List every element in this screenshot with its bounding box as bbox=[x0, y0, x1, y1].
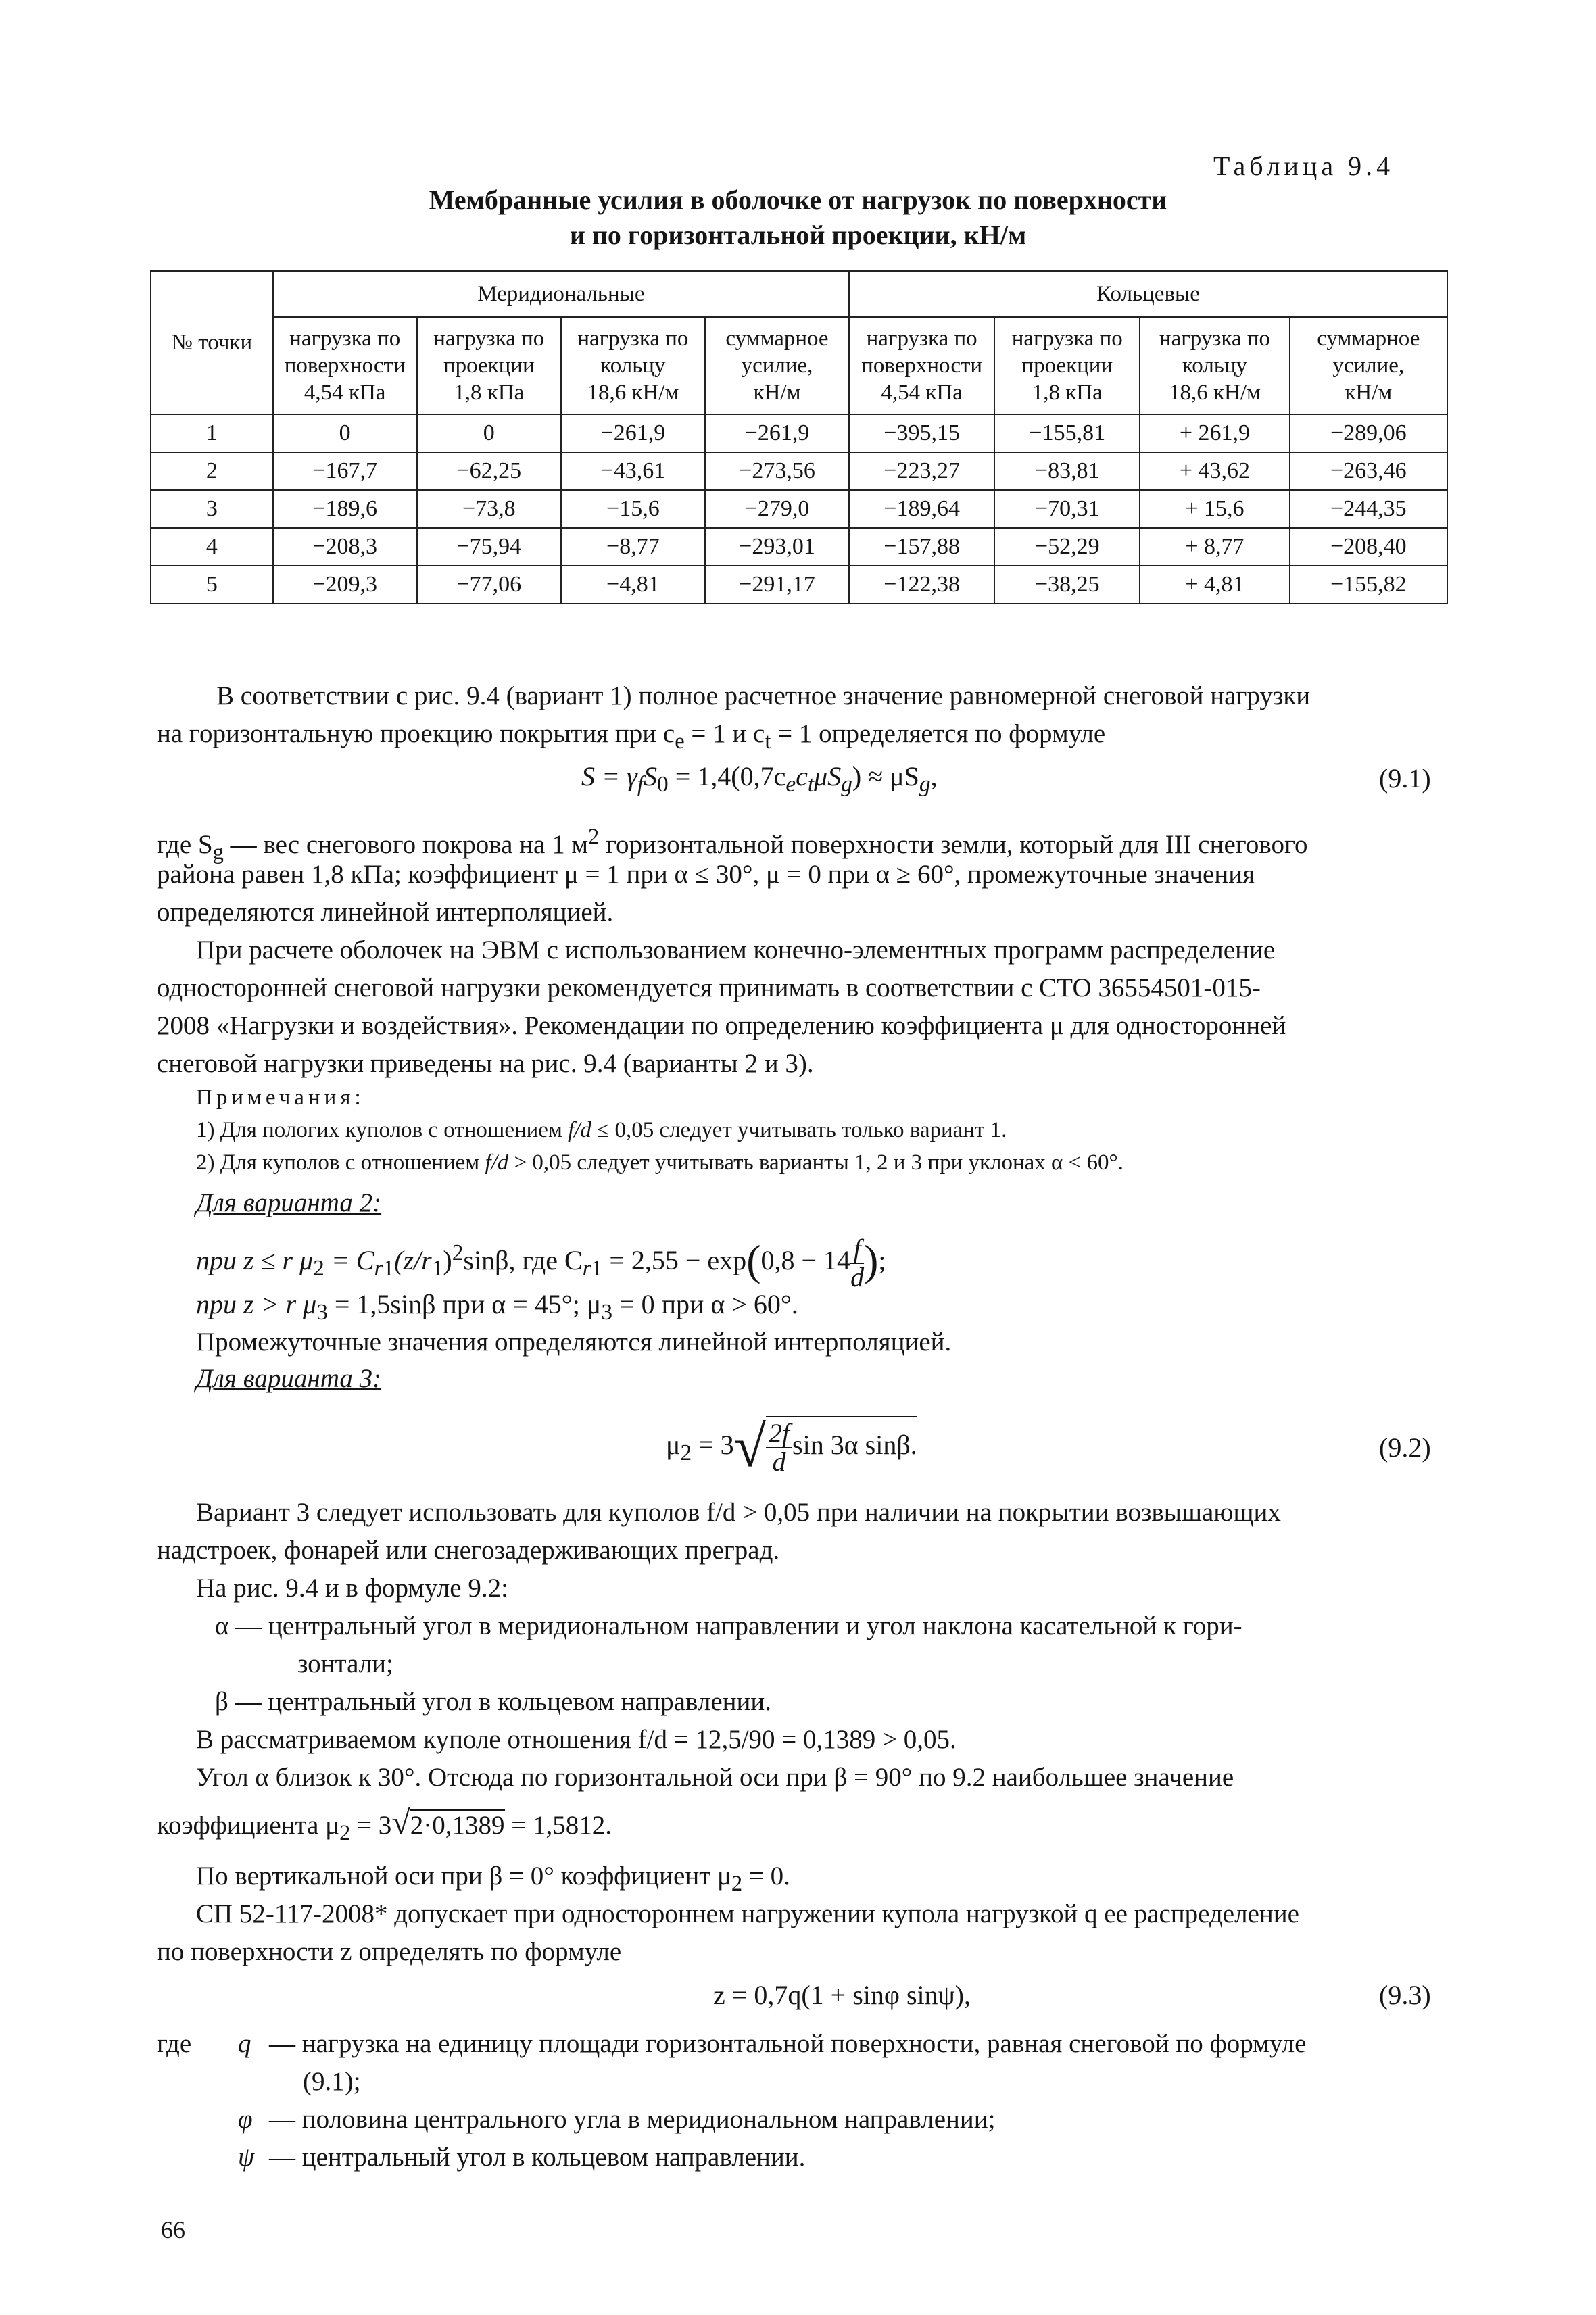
value-cell: −261,9 bbox=[705, 414, 849, 452]
value-cell: −83,81 bbox=[994, 452, 1140, 490]
value-cell: −289,06 bbox=[1290, 414, 1447, 452]
value-cell: + 261,9 bbox=[1140, 414, 1289, 452]
p3-line3: 2008 «Нагрузки и воздействия». Рекомендации по определению коэффициента μ для односторонней bbox=[157, 1011, 1286, 1040]
subheader-line: поверхности bbox=[861, 354, 983, 378]
subheader-line: 18,6 кН/м bbox=[1168, 381, 1261, 405]
table-row bbox=[151, 566, 1447, 604]
where-label: где bbox=[157, 2029, 192, 2058]
value-cell: −167,7 bbox=[273, 452, 417, 490]
page-number: 66 bbox=[161, 2216, 185, 2243]
where-psi-symbol: ψ bbox=[238, 2143, 255, 2172]
note-2: 2) Для куполов с отношением f/d > 0,05 следует учитывать варианты 1, 2 и 3 при уклонах α < 60°. bbox=[196, 1150, 1123, 1175]
p5-line2: надстроек, фонарей или снегозадерживающих преград. bbox=[157, 1536, 780, 1565]
value-cell: −208,40 bbox=[1290, 528, 1447, 566]
p8-line2: коэффициента $\mu_2 = 3√2\cdot 0,1389 = 1,5812$. bbox=[157, 1803, 612, 1845]
p7: В рассматриваемом куполе отношения f/d = 12,5/90 = 0,1389 > 0,05. bbox=[196, 1725, 957, 1754]
value-cell: + 43,62 bbox=[1140, 452, 1289, 490]
table-row bbox=[151, 414, 1447, 452]
value-cell: −15,6 bbox=[561, 490, 705, 528]
value-cell: −293,01 bbox=[705, 528, 849, 566]
eq-number-9-2: (9.2) bbox=[1379, 1432, 1431, 1463]
eq-number-9-3: (9.3) bbox=[1379, 1980, 1431, 2010]
value-cell: −209,3 bbox=[273, 566, 417, 604]
value-cell: −122,38 bbox=[849, 566, 994, 604]
value-cell: −189,64 bbox=[849, 490, 994, 528]
subheader-cell bbox=[1290, 317, 1447, 414]
subheader-cell bbox=[849, 317, 994, 414]
value-cell: −279,0 bbox=[705, 490, 849, 528]
subheader-line: 18,6 кН/м bbox=[587, 381, 679, 405]
header-meridional: Меридиональные bbox=[273, 271, 849, 317]
def-alpha-line1: α — центральный угол в меридиональном направлении и угол наклона касательной к гори- bbox=[215, 1611, 1242, 1640]
value-cell: 0 bbox=[273, 414, 417, 452]
value-cell: −223,27 bbox=[849, 452, 994, 490]
formula-variant-2: при z ≤ r $\mu_2 = C_{r1}(z/r_1)^2\sin\beta$, где $C_{r1} = 2,55 - \exp(0,8 - 14$ $\frac{f}{d}$ ); bbox=[196, 1234, 886, 1292]
forces-table bbox=[150, 270, 1448, 604]
value-cell: −291,17 bbox=[705, 566, 849, 604]
value-cell: + 15,6 bbox=[1140, 490, 1289, 528]
subheader-line: кольцу bbox=[600, 354, 666, 378]
subheader-line: кольцу bbox=[1182, 354, 1247, 378]
table-row bbox=[151, 528, 1447, 566]
where-psi: — центральный угол в кольцевом направлении. bbox=[269, 2143, 806, 2172]
note-1: 1) Для пологих куполов с отношением f/d ≤ 0,05 следует учитывать только вариант 1. bbox=[196, 1118, 1007, 1142]
value-cell: −38,25 bbox=[994, 566, 1140, 604]
subheader-cell bbox=[994, 317, 1140, 414]
value-cell: −43,61 bbox=[561, 452, 705, 490]
table-row bbox=[151, 452, 1447, 490]
subheader-line: нагрузка по bbox=[289, 326, 401, 351]
value-cell: −73,8 bbox=[417, 490, 561, 528]
where-q-symbol: q bbox=[238, 2029, 251, 2058]
subheader-line: 4,54 кПа bbox=[304, 381, 386, 405]
p10-line1: СП 52-117-2008* допускает при одностороннем нагружении купола нагрузкой q ее распределение bbox=[196, 1899, 1299, 1928]
subheader-line: проекции bbox=[1021, 354, 1113, 378]
header-point: № точки bbox=[151, 271, 273, 414]
header-ring: Кольцевые bbox=[849, 271, 1447, 317]
point-number-cell: 4 bbox=[151, 528, 273, 566]
p2-line1: где $S_g$ — вес снегового покрова на 1 $м^2$ горизонтальной поверхности земли, который для III снегового bbox=[157, 825, 1308, 864]
subheader-line: суммарное bbox=[1317, 326, 1420, 351]
value-cell: −155,82 bbox=[1290, 566, 1447, 604]
subheader-line: нагрузка по bbox=[577, 326, 689, 351]
p6: На рис. 9.4 и в формуле 9.2: bbox=[196, 1574, 508, 1603]
p5-line1: Вариант 3 следует использовать для куполов f/d > 0,05 при наличии на покрытии возвышающих bbox=[196, 1498, 1281, 1527]
subheader-cell bbox=[1140, 317, 1289, 414]
value-cell: −395,15 bbox=[849, 414, 994, 452]
value-cell: −208,3 bbox=[273, 528, 417, 566]
value-cell: 0 bbox=[417, 414, 561, 452]
subheader-line: нагрузка по bbox=[866, 326, 977, 351]
subheader-line: проекции bbox=[443, 354, 535, 378]
p1-line2: на горизонтальную проекцию покрытия при $c_e = 1$ и $c_t = 1$ определяется по формуле bbox=[157, 719, 1106, 754]
subheader-cell bbox=[273, 317, 417, 414]
p2-line2: района равен 1,8 кПа; коэффициент μ = 1 при α ≤ 30°, μ = 0 при α ≥ 60°, промежуточные значения bbox=[157, 860, 1255, 889]
value-cell: −77,06 bbox=[417, 566, 561, 604]
value-cell: + 8,77 bbox=[1140, 528, 1289, 566]
value-cell: + 4,81 bbox=[1140, 566, 1289, 604]
value-cell: −8,77 bbox=[561, 528, 705, 566]
subheader-line: поверхности bbox=[284, 354, 406, 378]
subheader-line: суммарное bbox=[725, 326, 829, 351]
p9: По вертикальной оси при β = 0° коэффициент $\mu_2 = 0$. bbox=[196, 1861, 790, 1896]
def-alpha-line2: зонтали; bbox=[297, 1649, 393, 1678]
value-cell: −157,88 bbox=[849, 528, 994, 566]
subheader-line: кН/м bbox=[753, 381, 801, 405]
subheader-line: 1,8 кПа bbox=[1032, 381, 1103, 405]
def-beta: β — центральный угол в кольцевом направлении. bbox=[215, 1687, 771, 1716]
table-title-line1: Мембранные усилия в оболочке от нагрузок по поверхности bbox=[429, 185, 1167, 215]
subheader-cell bbox=[561, 317, 705, 414]
where-q-line2: (9.1); bbox=[303, 2067, 361, 2096]
p4: Промежуточные значения определяются линейной интерполяцией. bbox=[196, 1327, 952, 1357]
value-cell: −75,94 bbox=[417, 528, 561, 566]
p10-line2: по поверхности z определять по формуле bbox=[157, 1937, 622, 1966]
table-label: Таблица 9.4 bbox=[1213, 151, 1395, 181]
subheader-line: усилие, bbox=[1332, 354, 1405, 378]
subheader-line: кН/м bbox=[1345, 381, 1393, 405]
where-phi: — половина центрального угла в меридиональном направлении; bbox=[269, 2105, 996, 2134]
value-cell: −261,9 bbox=[561, 414, 705, 452]
value-cell: −52,29 bbox=[994, 528, 1140, 566]
subheader-line: усилие, bbox=[741, 354, 813, 378]
variant-2-heading: Для варианта 2: bbox=[196, 1188, 382, 1217]
value-cell: −70,31 bbox=[994, 490, 1140, 528]
formula-9-1: $S = \gamma_fS_0 = 1,4(0,7c_ec_t\mu S_g) \approx \mu S_g$, bbox=[581, 761, 938, 797]
p2-line3: определяются линейной интерполяцией. bbox=[157, 898, 614, 927]
point-number-cell: 1 bbox=[151, 414, 273, 452]
subheader-cell bbox=[705, 317, 849, 414]
p1-line1: В соответствии с рис. 9.4 (вариант 1) полное расчетное значение равномерной снеговой нагрузки bbox=[216, 681, 1311, 710]
point-number-cell: 3 bbox=[151, 490, 273, 528]
notes-title: Примечания: bbox=[196, 1086, 365, 1110]
value-cell: −244,35 bbox=[1290, 490, 1447, 528]
table-row bbox=[151, 490, 1447, 528]
value-cell: −62,25 bbox=[417, 452, 561, 490]
where-q-line1: — нагрузка на единицу площади горизонтальной поверхности, равная снеговой по формуле bbox=[269, 2029, 1307, 2058]
value-cell: −273,56 bbox=[705, 452, 849, 490]
eq-number-9-1: (9.1) bbox=[1379, 763, 1431, 794]
where-phi-symbol: φ bbox=[238, 2105, 253, 2134]
value-cell: −155,81 bbox=[994, 414, 1140, 452]
p8-line1: Угол α близок к 30°. Отсюда по горизонтальной оси при β = 90° по 9.2 наибольшее значение bbox=[196, 1763, 1234, 1792]
formula-9-3: z = 0,7q(1 + sinφ sinψ), bbox=[713, 1980, 971, 2010]
p3-line1: При расчете оболочек на ЭВМ с использованием конечно-элементных программ распределение bbox=[196, 935, 1276, 965]
subheader-cell bbox=[417, 317, 561, 414]
formula-9-2: $\mu_2 = 3√$ $\frac{2f}{d}$ sin 3α sinβ. bbox=[666, 1414, 917, 1479]
subheader-line: нагрузка по bbox=[1159, 326, 1270, 351]
value-cell: −263,46 bbox=[1290, 452, 1447, 490]
table-title-line2: и по горизонтальной проекции, кН/м bbox=[569, 220, 1027, 250]
variant-3-heading: Для варианта 3: bbox=[196, 1364, 382, 1393]
subheader-line: 1,8 кПа bbox=[454, 381, 525, 405]
subheader-line: 4,54 кПа bbox=[881, 381, 963, 405]
p3-line2: односторонней снеговой нагрузки рекомендуется принимать в соответствии с СТО 36554501-015- bbox=[157, 973, 1261, 1002]
subheader-line: нагрузка по bbox=[1011, 326, 1123, 351]
point-number-cell: 5 bbox=[151, 566, 273, 604]
point-number-cell: 2 bbox=[151, 452, 273, 490]
formula-variant-2b: при z > r $\mu_3 = 1,5\sin\beta$ при α = 45°; $\mu_3 = 0$ при α > 60°. bbox=[196, 1289, 798, 1325]
p3-line4: снеговой нагрузки приведены на рис. 9.4 (варианты 2 и 3). bbox=[157, 1049, 814, 1078]
value-cell: −189,6 bbox=[273, 490, 417, 528]
value-cell: −4,81 bbox=[561, 566, 705, 604]
subheader-line: нагрузка по bbox=[433, 326, 545, 351]
